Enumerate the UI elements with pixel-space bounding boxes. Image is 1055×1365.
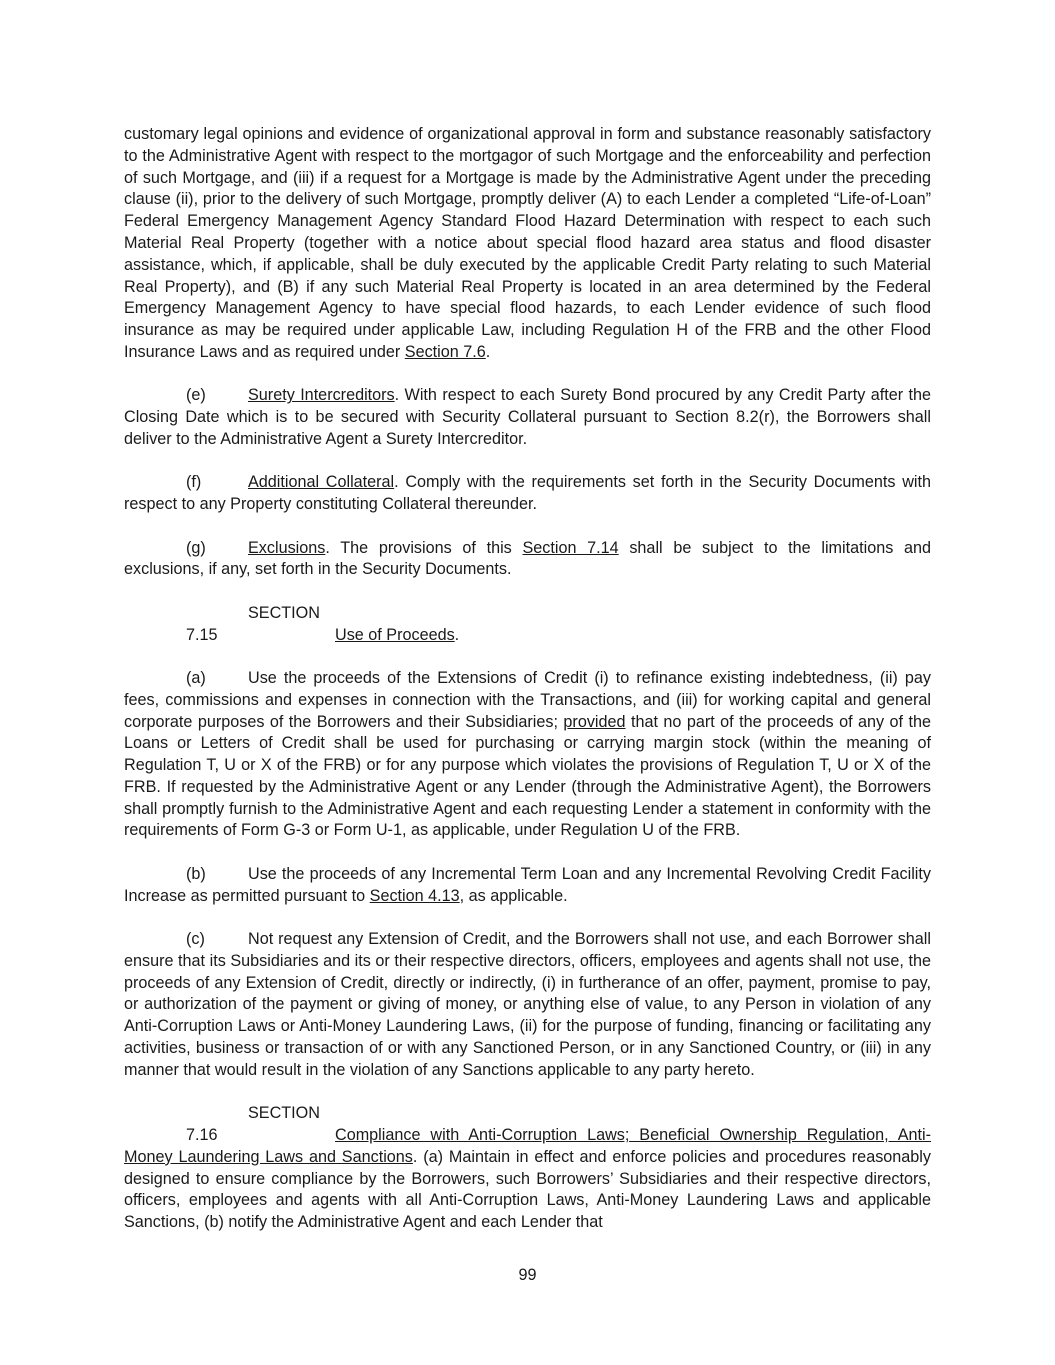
paragraph-text: , as applicable. [459, 886, 568, 905]
paragraph-text: Use the proceeds of any Incremental Term Loan and any Incremental Revolving Credit Facility Increase as permitted pursuant to [124, 864, 931, 905]
document-page [124, 124, 931, 1234]
clause-label: (a) [186, 668, 206, 687]
paragraph-text: . With respect to each Surety Bond procured by any Credit Party after the Closing Date which is to be secured with Security Collateral pursuant to Section 8.2(r), the Borrowers shall deliver to the Administrative Agent a Surety Intercreditor. [124, 386, 931, 448]
section-7-16 [124, 1103, 931, 1234]
paragraph-f [124, 472, 931, 516]
paragraph-7-15-b [124, 864, 931, 908]
paragraph-text: Not request any Extension of Credit, and the Borrowers shall not use, and each Borrower shall ensure that its Subsidiaries and its or their respective directors, officers, employees and agents shall not use, the proceeds of any Extension of Credit, directly or indirectly, (i) in furtherance of an offer, payment, promise to pay, or authorization of the payment or giving of money, or anything else of value, to any Person in violation of any Anti-Corruption Laws or Anti-Money Laundering Laws, (ii) for the purpose of funding, financing or facilitating any activities, business or transaction of or with any Sanctioned Person, or in any Sanctioned Country, or (iii) in any manner that would result in the violation of any Sanctions applicable to any party hereto. [124, 930, 931, 1079]
provided-term: provided [563, 712, 626, 731]
clause-heading: Additional Collateral [248, 473, 395, 492]
paragraph-text: shall be subject to the limitations and exclusions, if any, set forth in the Security Documents. [124, 538, 932, 579]
section-reference: Section 7.6 [404, 342, 486, 361]
section-title-period: . [454, 625, 460, 644]
paragraph-text: Use the proceeds of the Extensions of Credit (i) to refinance existing indebtedness, (ii) pay fees, commissions and expenses in connection with the Transactions, and (iii) for working capital and general corporate purposes of the Borrowers and their Subsidiaries; [124, 668, 931, 731]
paragraph-text: . [485, 342, 491, 361]
section-title: Use of Proceeds [335, 625, 455, 644]
section-number: SECTION 7.15 [186, 603, 320, 644]
clause-label: (g) [186, 538, 206, 557]
section-reference: Section 4.13 [369, 886, 460, 905]
paragraph-e [124, 385, 931, 450]
section-reference: Section 7.14 [522, 538, 619, 557]
paragraph-7-15-c [124, 929, 931, 1082]
page-number: 99 [518, 1266, 537, 1284]
clause-heading: Exclusions [248, 538, 326, 557]
paragraph-text: . Comply with the requirements set forth in the Security Documents with respect to any Property constituting Collateral thereunder. [124, 473, 931, 514]
section-heading-7-15 [124, 603, 931, 647]
clause-label: (b) [186, 864, 206, 883]
paragraph-7-15-a [124, 668, 931, 842]
section-number: SECTION 7.16 [186, 1104, 320, 1145]
paragraph-text: customary legal opinions and evidence of organizational approval in form and substance reasonably satisfactory to the Administrative Agent with respect to the mortgagor of such Mortgage and the enforceability and perfection of such Mortgage, and (iii) if a request for a Mortgage is made by the Administrative Agent under the preceding clause (ii), prior to the delivery of such Mortgage, promptly deliver (A) to each Lender a completed “Life-of-Loan” Federal Emergency Management Agency Standard Flood Hazard Determination with respect to each such Material Real Property (together with a notice about special flood hazard area status and flood disaster assistance, which, if applicable, shall be duly executed by the applicable Credit Party relating to such Material Real Property), and (B) if any such Material Real Property is located in an area determined by the Federal Emergency Management Agency to have special flood hazards, to each Lender evidence of such flood insurance as may be required under applicable Law, including Regulation H of the FRB and the other Flood Insurance Laws and as required under [124, 125, 931, 361]
paragraph-text: that no part of the proceeds of any of the Loans or Letters of Credit shall be used for purchasing or carrying margin stock (within the meaning of Regulation T, U or X of the FRB) or for any purpose which violates the provisions of Regulation T, U or X of the FRB. If requested by the Administrative Agent or any Lender (through the Administrative Agent), the Borrowers shall promptly furnish to the Administrative Agent and each requesting Lender a statement in conformity with the requirements of Form G-3 or Form U-1, as applicable, under Regulation U of the FRB. [124, 712, 931, 840]
paragraph-text: . (a) Maintain in effect and enforce policies and procedures reasonably designed to ensure compliance by the Borrowers, such Borrowers’ Subsidiaries and their respective directors, officers, employees and agents with all Anti-Corruption Laws, Anti-Money Laundering Laws and applicable Sanctions, (b) notify the Administrative Agent and each Lender that [124, 1147, 931, 1232]
paragraph-continued [124, 124, 931, 364]
section-title: Compliance with Anti-Corruption Laws; Beneficial Ownership Regulation, Anti-Money Laundering Laws and Sanctions [124, 1126, 931, 1166]
clause-label: (f) [186, 473, 202, 492]
clause-label: (c) [186, 930, 205, 949]
clause-heading: Surety Intercreditors [248, 386, 395, 405]
paragraph-text: . The provisions of this [325, 538, 523, 557]
clause-label: (e) [186, 386, 206, 405]
paragraph-g [124, 538, 931, 582]
